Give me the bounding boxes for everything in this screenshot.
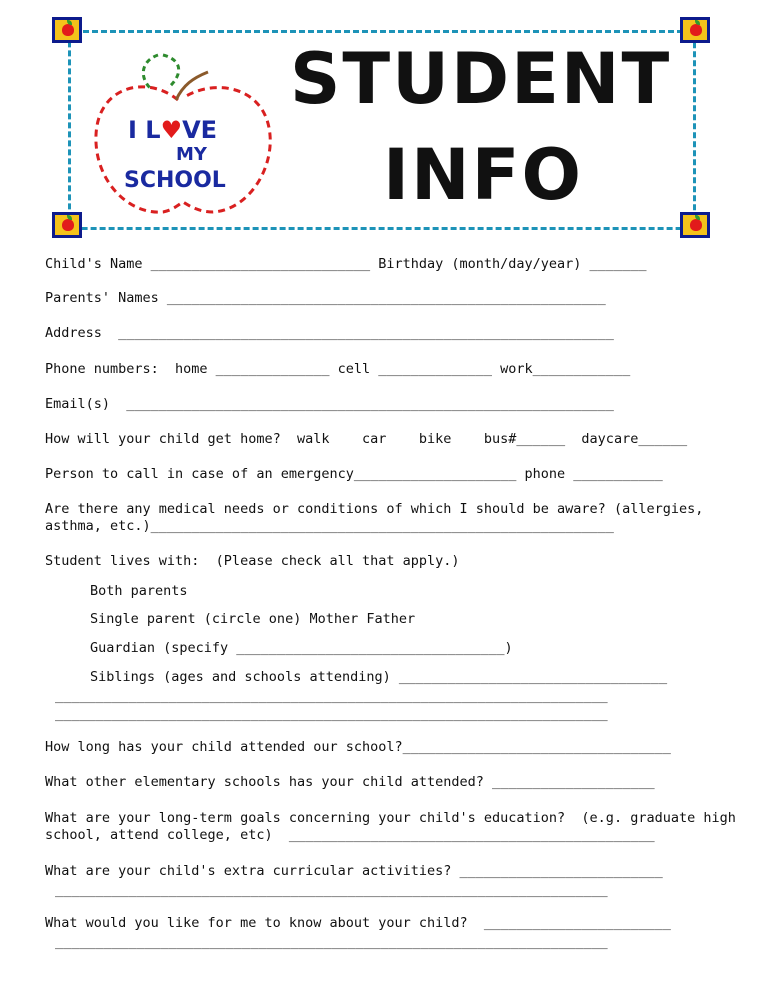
field-know-about-child: What would you like for me to know about your child? _______________________	[45, 915, 671, 931]
field-parents-names: Parents' Names ______________________________________________________	[45, 290, 606, 306]
blank-line: ____________________________________________________________________	[55, 688, 608, 704]
title-student: STUDENT	[290, 38, 672, 120]
field-goals-line2: school, attend college, etc) _____________________________________________	[45, 827, 655, 843]
logo-text-my: MY	[176, 144, 207, 165]
field-goals-line1: What are your long-term goals concerning your child's education? (e.g. graduate high	[45, 810, 736, 826]
field-email: Email(s) ____________________________________________________________	[45, 396, 614, 412]
title-info: INFO	[383, 134, 583, 216]
field-emergency-contact: Person to call in case of an emergency____________________ phone ___________	[45, 466, 663, 482]
corner-apple-icon	[52, 17, 82, 43]
blank-line: ____________________________________________________________________	[55, 706, 608, 722]
option-siblings: Siblings (ages and schools attending) _________________________________	[90, 669, 668, 685]
blank-line: ____________________________________________________________________	[55, 934, 608, 950]
corner-apple-icon	[680, 17, 710, 43]
blank-line: ____________________________________________________________________	[55, 882, 608, 898]
header-banner	[0, 0, 768, 250]
option-single-parent: Single parent (circle one) Mother Father	[90, 611, 416, 627]
option-guardian: Guardian (specify _________________________________)	[90, 640, 513, 656]
field-medical-line1: Are there any medical needs or conditions of which I should be aware? (allergies,	[45, 501, 704, 517]
field-extra-curricular: What are your child's extra curricular activities? _________________________	[45, 863, 663, 879]
logo-text-school: SCHOOL	[124, 168, 226, 193]
option-both-parents: Both parents	[90, 583, 188, 599]
field-medical-line2: asthma, etc.)_________________________________________________________	[45, 518, 614, 534]
i-love-my-school-logo	[88, 40, 278, 225]
field-childs-name: Child's Name ___________________________ Birthday (month/day/year) _______	[45, 256, 647, 272]
field-lives-with: Student lives with: (Please check all that apply.)	[45, 553, 460, 569]
field-phone-numbers: Phone numbers: home ______________ cell ______________ work____________	[45, 361, 631, 377]
field-attended-duration: How long has your child attended our school?_________________________________	[45, 739, 671, 755]
field-other-schools: What other elementary schools has your child attended? ____________________	[45, 774, 655, 790]
corner-apple-icon	[680, 212, 710, 238]
corner-apple-icon	[52, 212, 82, 238]
field-address: Address _____________________________________________________________	[45, 325, 614, 341]
logo-text-love: I L♥VE	[128, 116, 218, 144]
field-get-home: How will your child get home? walk car bike bus#______ daycare______	[45, 431, 688, 447]
